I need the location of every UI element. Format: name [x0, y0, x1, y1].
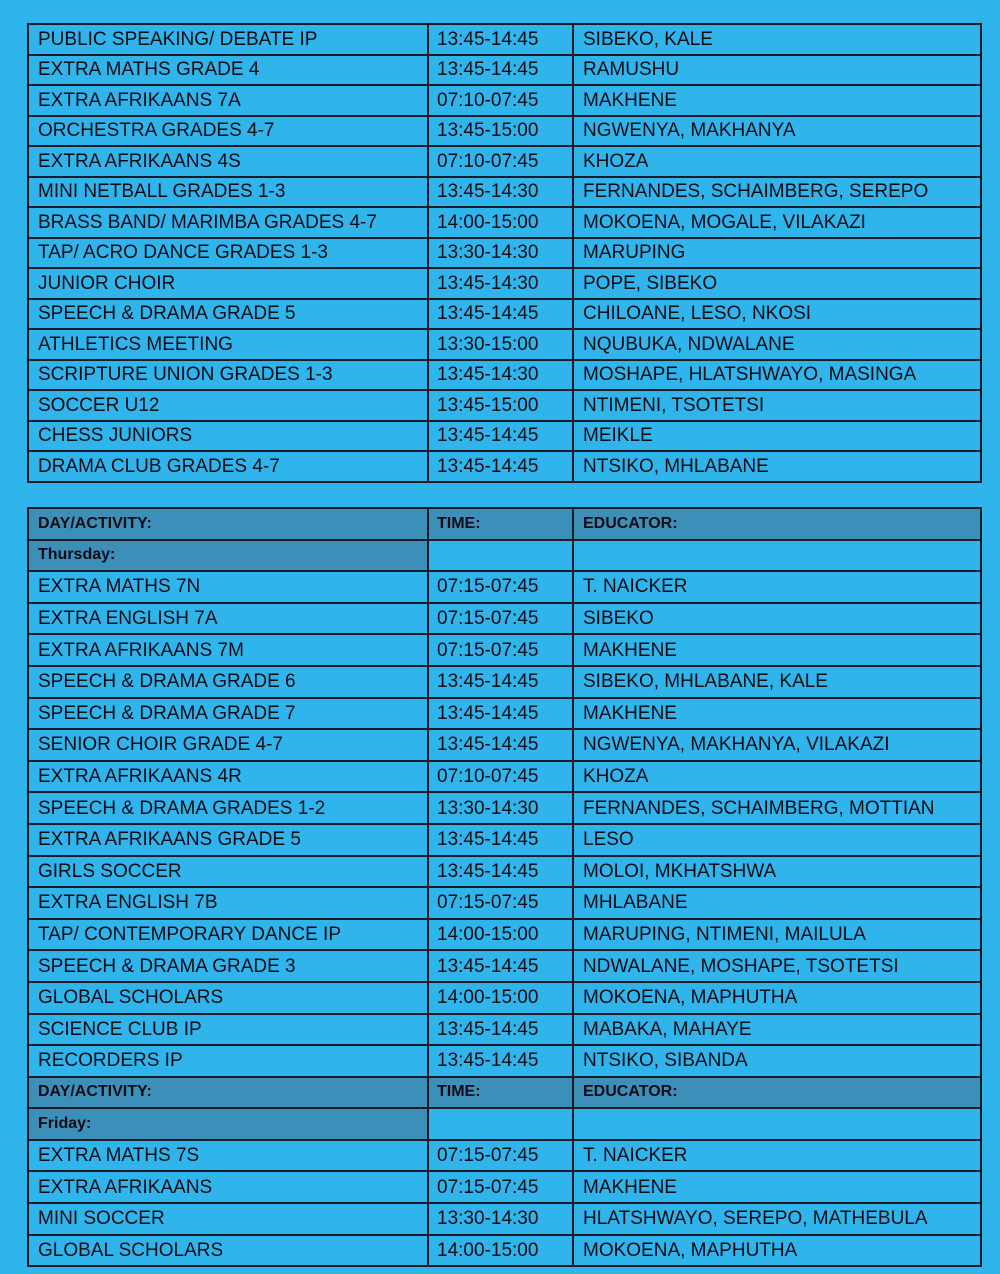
- table-row: [28, 268, 981, 299]
- time-cell: 13:45-14:45: [428, 1045, 573, 1077]
- activity-cell: ORCHESTRA GRADES 4-7: [28, 116, 428, 147]
- table-row: [28, 24, 981, 55]
- time-cell: 13:45-15:00: [428, 116, 573, 147]
- column-header-row: [28, 508, 981, 540]
- activity-cell: MINI SOCCER: [28, 1203, 428, 1235]
- educator-cell: NGWENYA, MAKHANYA, VILAKAZI: [573, 729, 981, 761]
- header-educator: EDUCATOR:: [573, 1077, 981, 1109]
- table-row: [28, 666, 981, 698]
- activity-cell: GLOBAL SCHOLARS: [28, 1235, 428, 1267]
- table-row: [28, 729, 981, 761]
- activity-cell: EXTRA AFRIKAANS 4S: [28, 146, 428, 177]
- table-row: [28, 451, 981, 482]
- educator-cell: MOKOENA, MAPHUTHA: [573, 982, 981, 1014]
- time-cell: 13:45-14:30: [428, 268, 573, 299]
- header-educator: EDUCATOR:: [573, 508, 981, 540]
- educator-cell: MAKHENE: [573, 698, 981, 730]
- table-row: [28, 146, 981, 177]
- educator-cell: MOSHAPE, HLATSHWAYO, MASINGA: [573, 360, 981, 391]
- time-cell: 07:15-07:45: [428, 571, 573, 603]
- activity-cell: ATHLETICS MEETING: [28, 329, 428, 360]
- header-time: TIME:: [428, 508, 573, 540]
- time-cell: 13:45-14:45: [428, 698, 573, 730]
- table-row: [28, 950, 981, 982]
- educator-cell: NGWENYA, MAKHANYA: [573, 116, 981, 147]
- educator-cell: NDWALANE, MOSHAPE, TSOTETSI: [573, 950, 981, 982]
- educator-cell: MEIKLE: [573, 421, 981, 452]
- educator-cell: MOKOENA, MAPHUTHA: [573, 1235, 981, 1267]
- time-cell: 13:30-14:30: [428, 238, 573, 269]
- educator-cell: NQUBUKA, NDWALANE: [573, 329, 981, 360]
- activity-cell: EXTRA MATHS 7N: [28, 571, 428, 603]
- activity-cell: RECORDERS IP: [28, 1045, 428, 1077]
- activity-cell: EXTRA AFRIKAANS 7A: [28, 85, 428, 116]
- table-row: [28, 792, 981, 824]
- time-cell: 07:10-07:45: [428, 761, 573, 793]
- activity-cell: EXTRA MATHS 7S: [28, 1140, 428, 1172]
- day-label: Friday:: [28, 1108, 428, 1140]
- educator-cell: LESO: [573, 824, 981, 856]
- activity-cell: GLOBAL SCHOLARS: [28, 982, 428, 1014]
- schedule-table-thursday-friday: [27, 507, 982, 1267]
- time-cell: 13:45-14:30: [428, 177, 573, 208]
- time-cell: 07:10-07:45: [428, 85, 573, 116]
- educator-cell: MARUPING, NTIMENI, MAILULA: [573, 919, 981, 951]
- activity-cell: SCIENCE CLUB IP: [28, 1014, 428, 1046]
- table-row: [28, 887, 981, 919]
- table-row: [28, 982, 981, 1014]
- table-row: [28, 1171, 981, 1203]
- day-row-friday: [28, 1108, 981, 1140]
- educator-cell: CHILOANE, LESO, NKOSI: [573, 299, 981, 330]
- time-cell: 07:15-07:45: [428, 603, 573, 635]
- table-row: [28, 421, 981, 452]
- time-cell: 07:15-07:45: [428, 1171, 573, 1203]
- table-row: [28, 1203, 981, 1235]
- activity-cell: EXTRA AFRIKAANS 7M: [28, 634, 428, 666]
- time-cell: 13:30-14:30: [428, 1203, 573, 1235]
- time-cell: 13:45-14:45: [428, 1014, 573, 1046]
- time-cell: 13:45-14:45: [428, 666, 573, 698]
- table-row: [28, 116, 981, 147]
- table-row: [28, 1235, 981, 1267]
- schedule-table-continued: [27, 23, 982, 483]
- educator-cell: FERNANDES, SCHAIMBERG, SEREPO: [573, 177, 981, 208]
- table-row: [28, 85, 981, 116]
- time-cell: 13:45-14:45: [428, 299, 573, 330]
- time-cell: 14:00-15:00: [428, 207, 573, 238]
- educator-cell: RAMUSHU: [573, 55, 981, 86]
- activity-cell: TAP/ CONTEMPORARY DANCE IP: [28, 919, 428, 951]
- activity-cell: TAP/ ACRO DANCE GRADES 1-3: [28, 238, 428, 269]
- activity-cell: MINI NETBALL GRADES 1-3: [28, 177, 428, 208]
- time-cell: 07:10-07:45: [428, 146, 573, 177]
- educator-cell: MAKHENE: [573, 1171, 981, 1203]
- time-cell: 13:45-14:45: [428, 824, 573, 856]
- table-row: [28, 824, 981, 856]
- educator-cell: KHOZA: [573, 146, 981, 177]
- educator-cell: NTSIKO, MHLABANE: [573, 451, 981, 482]
- table-row: [28, 360, 981, 391]
- educator-cell: NTIMENI, TSOTETSI: [573, 390, 981, 421]
- column-header-row: [28, 1077, 981, 1109]
- activity-cell: EXTRA AFRIKAANS 4R: [28, 761, 428, 793]
- table-row: [28, 856, 981, 888]
- educator-cell: HLATSHWAYO, SEREPO, MATHEBULA: [573, 1203, 981, 1235]
- schedule-body-thursday-friday: [28, 508, 981, 1266]
- activity-cell: PUBLIC SPEAKING/ DEBATE IP: [28, 24, 428, 55]
- time-cell: 13:30-14:30: [428, 792, 573, 824]
- table-row: [28, 390, 981, 421]
- educator-cell: MOLOI, MKHATSHWA: [573, 856, 981, 888]
- activity-cell: JUNIOR CHOIR: [28, 268, 428, 299]
- activity-cell: SOCCER U12: [28, 390, 428, 421]
- activity-cell: SPEECH & DRAMA GRADE 7: [28, 698, 428, 730]
- empty-cell: [573, 540, 981, 572]
- activity-cell: SCRIPTURE UNION GRADES 1-3: [28, 360, 428, 391]
- educator-cell: SIBEKO, MHLABANE, KALE: [573, 666, 981, 698]
- educator-cell: MOKOENA, MOGALE, VILAKAZI: [573, 207, 981, 238]
- time-cell: 13:45-14:30: [428, 360, 573, 391]
- activity-cell: EXTRA ENGLISH 7B: [28, 887, 428, 919]
- time-cell: 13:45-14:45: [428, 856, 573, 888]
- table-row: [28, 1045, 981, 1077]
- educator-cell: T. NAICKER: [573, 1140, 981, 1172]
- header-activity: DAY/ACTIVITY:: [28, 508, 428, 540]
- time-cell: 13:45-14:45: [428, 421, 573, 452]
- table-row: [28, 603, 981, 635]
- educator-cell: POPE, SIBEKO: [573, 268, 981, 299]
- table-row: [28, 238, 981, 269]
- educator-cell: T. NAICKER: [573, 571, 981, 603]
- educator-cell: KHOZA: [573, 761, 981, 793]
- activity-cell: SPEECH & DRAMA GRADE 3: [28, 950, 428, 982]
- schedule-body-continued: [28, 24, 981, 482]
- time-cell: 13:45-14:45: [428, 729, 573, 761]
- educator-cell: SIBEKO, KALE: [573, 24, 981, 55]
- educator-cell: MARUPING: [573, 238, 981, 269]
- time-cell: 07:15-07:45: [428, 1140, 573, 1172]
- activity-cell: EXTRA AFRIKAANS: [28, 1171, 428, 1203]
- table-row: [28, 571, 981, 603]
- empty-cell: [428, 1108, 573, 1140]
- table-row: [28, 329, 981, 360]
- time-cell: 13:30-15:00: [428, 329, 573, 360]
- table-row: [28, 761, 981, 793]
- educator-cell: MABAKA, MAHAYE: [573, 1014, 981, 1046]
- time-cell: 14:00-15:00: [428, 919, 573, 951]
- activity-cell: SPEECH & DRAMA GRADE 6: [28, 666, 428, 698]
- time-cell: 13:45-14:45: [428, 451, 573, 482]
- time-cell: 13:45-14:45: [428, 55, 573, 86]
- header-time: TIME:: [428, 1077, 573, 1109]
- table-row: [28, 1140, 981, 1172]
- table-row: [28, 177, 981, 208]
- time-cell: 13:45-14:45: [428, 24, 573, 55]
- time-cell: 13:45-14:45: [428, 950, 573, 982]
- table-row: [28, 299, 981, 330]
- activity-cell: CHESS JUNIORS: [28, 421, 428, 452]
- time-cell: 14:00-15:00: [428, 982, 573, 1014]
- table-row: [28, 1014, 981, 1046]
- educator-cell: MAKHENE: [573, 85, 981, 116]
- day-label: Thursday:: [28, 540, 428, 572]
- activity-cell: EXTRA MATHS GRADE 4: [28, 55, 428, 86]
- time-cell: 07:15-07:45: [428, 634, 573, 666]
- table-row: [28, 207, 981, 238]
- activity-cell: EXTRA ENGLISH 7A: [28, 603, 428, 635]
- activity-cell: EXTRA AFRIKAANS GRADE 5: [28, 824, 428, 856]
- activity-cell: SENIOR CHOIR GRADE 4-7: [28, 729, 428, 761]
- table-row: [28, 634, 981, 666]
- table-row: [28, 919, 981, 951]
- activity-cell: DRAMA CLUB GRADES 4-7: [28, 451, 428, 482]
- header-activity: DAY/ACTIVITY:: [28, 1077, 428, 1109]
- educator-cell: FERNANDES, SCHAIMBERG, MOTTIAN: [573, 792, 981, 824]
- time-cell: 07:15-07:45: [428, 887, 573, 919]
- time-cell: 14:00-15:00: [428, 1235, 573, 1267]
- activity-cell: SPEECH & DRAMA GRADE 5: [28, 299, 428, 330]
- educator-cell: MHLABANE: [573, 887, 981, 919]
- activity-cell: SPEECH & DRAMA GRADES 1-2: [28, 792, 428, 824]
- educator-cell: SIBEKO: [573, 603, 981, 635]
- empty-cell: [428, 540, 573, 572]
- educator-cell: MAKHENE: [573, 634, 981, 666]
- empty-cell: [573, 1108, 981, 1140]
- table-row: [28, 55, 981, 86]
- table-row: [28, 698, 981, 730]
- time-cell: 13:45-15:00: [428, 390, 573, 421]
- educator-cell: NTSIKO, SIBANDA: [573, 1045, 981, 1077]
- activity-cell: GIRLS SOCCER: [28, 856, 428, 888]
- activity-cell: BRASS BAND/ MARIMBA GRADES 4-7: [28, 207, 428, 238]
- day-row-thursday: [28, 540, 981, 572]
